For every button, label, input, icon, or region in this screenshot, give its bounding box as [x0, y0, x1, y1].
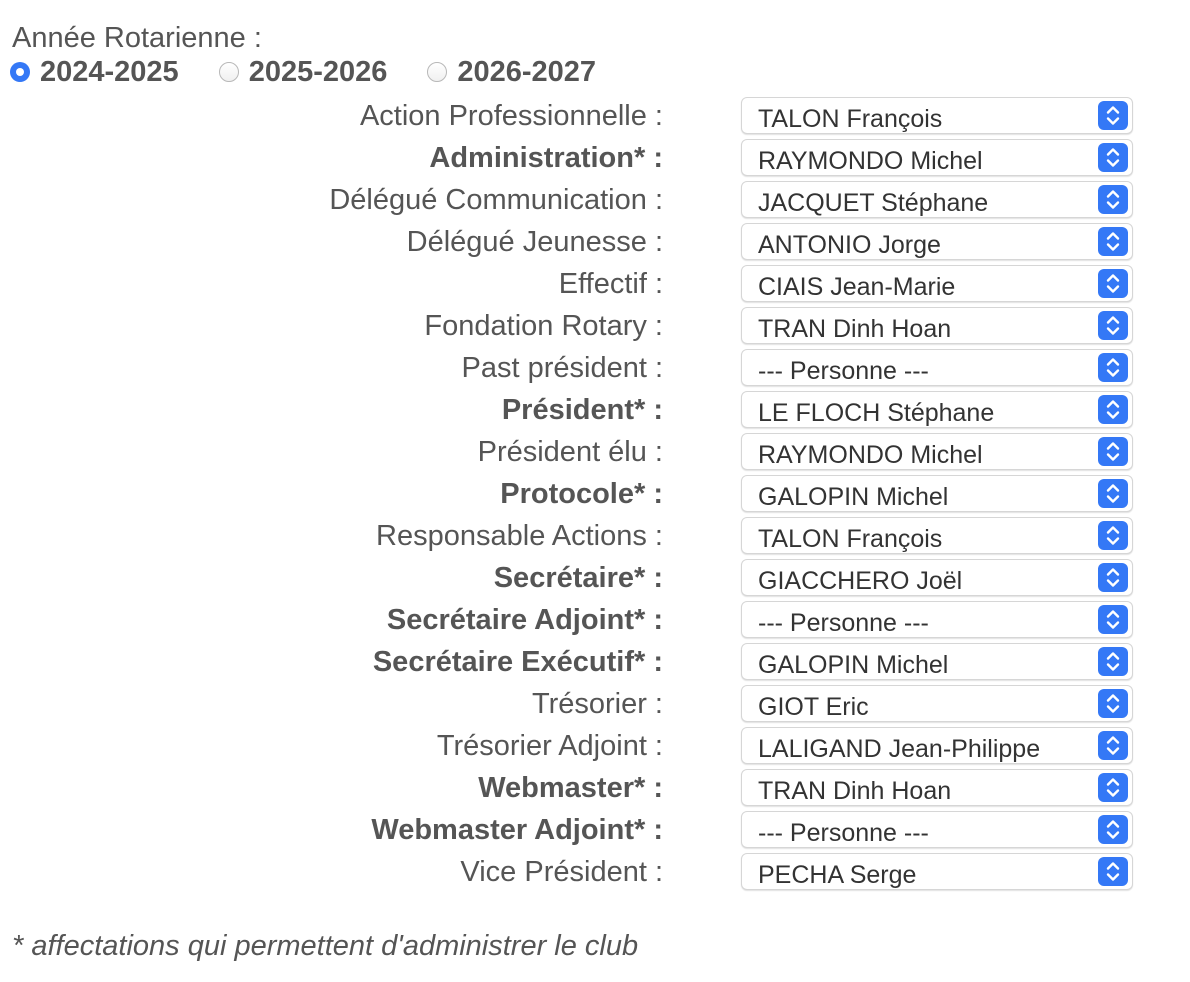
up-down-chevron-icon — [1098, 395, 1128, 424]
member-select-value: LE FLOCH Stéphane — [758, 399, 995, 427]
member-select[interactable] — [741, 97, 1133, 134]
member-select-value: TALON François — [758, 525, 943, 553]
assignment-row — [0, 810, 1190, 852]
up-down-chevron-icon — [1098, 101, 1128, 130]
member-select-value: GIOT Eric — [758, 693, 869, 721]
member-select[interactable] — [741, 811, 1133, 848]
assignment-row — [0, 432, 1190, 474]
member-select[interactable] — [741, 853, 1133, 890]
member-select[interactable] — [741, 475, 1133, 512]
member-select-value: TRAN Dinh Hoan — [758, 777, 952, 805]
assignment-row — [0, 222, 1190, 264]
assignment-row — [0, 474, 1190, 516]
up-down-chevron-icon — [1098, 689, 1128, 718]
role-label: Trésorier Adjoint : — [436, 730, 663, 762]
member-select-value: RAYMONDO Michel — [758, 441, 983, 469]
up-down-chevron-icon — [1098, 815, 1128, 844]
member-select[interactable] — [741, 139, 1133, 176]
role-label: Trésorier : — [531, 688, 663, 720]
up-down-chevron-icon — [1098, 647, 1128, 676]
role-label: Past président : — [461, 352, 663, 384]
assignment-row — [0, 768, 1190, 810]
assignment-row — [0, 390, 1190, 432]
member-select[interactable] — [741, 223, 1133, 260]
year-radio-2024-2025[interactable] — [10, 62, 30, 82]
assignment-row — [0, 600, 1190, 642]
member-select[interactable] — [741, 391, 1133, 428]
role-label: Webmaster* : — [478, 772, 663, 804]
assignment-row — [0, 306, 1190, 348]
up-down-chevron-icon — [1098, 437, 1128, 466]
role-label: Responsable Actions : — [376, 520, 663, 552]
year-option-2026-2027[interactable] — [427, 56, 596, 89]
role-label: Vice Président : — [460, 856, 663, 888]
role-label: Protocole* : — [500, 478, 663, 510]
member-select[interactable] — [741, 685, 1133, 722]
member-select-value: --- Personne --- — [758, 357, 929, 385]
member-select-value: --- Personne --- — [758, 609, 929, 637]
year-selector-title: Année Rotarienne : — [12, 22, 262, 54]
role-label: Secrétaire Exécutif* : — [372, 646, 663, 678]
assignment-row — [0, 642, 1190, 684]
up-down-chevron-icon — [1098, 773, 1128, 802]
year-option-label: 2024-2025 — [40, 55, 179, 88]
up-down-chevron-icon — [1098, 185, 1128, 214]
assignment-list — [0, 96, 1190, 894]
assignment-row — [0, 684, 1190, 726]
member-select-value: JACQUET Stéphane — [758, 189, 989, 217]
assignment-row — [0, 138, 1190, 180]
role-label: Secrétaire Adjoint* : — [386, 604, 663, 636]
assignment-row — [0, 96, 1190, 138]
assignment-row — [0, 726, 1190, 768]
member-select[interactable] — [741, 349, 1133, 386]
member-select-value: LALIGAND Jean-Philippe — [758, 735, 1041, 763]
assignment-row — [0, 180, 1190, 222]
member-select[interactable] — [741, 559, 1133, 596]
role-label: Président élu : — [477, 436, 663, 468]
footnote: * affectations qui permettent d'administrer le club — [12, 930, 639, 962]
member-select-value: TALON François — [758, 105, 943, 133]
member-select-value: CIAIS Jean-Marie — [758, 273, 956, 301]
up-down-chevron-icon — [1098, 605, 1128, 634]
up-down-chevron-icon — [1098, 857, 1128, 886]
assignment-row — [0, 264, 1190, 306]
role-label: Président* : — [501, 394, 663, 426]
up-down-chevron-icon — [1098, 521, 1128, 550]
member-select[interactable] — [741, 601, 1133, 638]
role-label: Administration* : — [429, 142, 663, 174]
up-down-chevron-icon — [1098, 353, 1128, 382]
up-down-chevron-icon — [1098, 479, 1128, 508]
role-label: Secrétaire* : — [493, 562, 663, 594]
year-radio-2025-2026[interactable] — [219, 62, 239, 82]
up-down-chevron-icon — [1098, 731, 1128, 760]
member-select[interactable] — [741, 727, 1133, 764]
up-down-chevron-icon — [1098, 563, 1128, 592]
year-option-2024-2025[interactable] — [10, 56, 179, 89]
member-select[interactable] — [741, 769, 1133, 806]
year-option-label: 2026-2027 — [457, 55, 597, 88]
up-down-chevron-icon — [1098, 311, 1128, 340]
member-select-value: GALOPIN Michel — [758, 483, 949, 511]
year-radio-group — [10, 54, 636, 90]
role-label: Effectif : — [558, 268, 663, 300]
member-select-value: GIACCHERO Joël — [758, 567, 963, 595]
role-label: Délégué Jeunesse : — [406, 226, 663, 258]
member-select[interactable] — [741, 643, 1133, 680]
member-select-value: PECHA Serge — [758, 861, 917, 889]
member-select-value: TRAN Dinh Hoan — [758, 315, 952, 343]
year-option-label: 2025-2026 — [248, 55, 388, 88]
up-down-chevron-icon — [1098, 227, 1128, 256]
assignment-row — [0, 558, 1190, 600]
member-select-value: ANTONIO Jorge — [758, 231, 941, 259]
member-select-value: --- Personne --- — [758, 819, 929, 847]
member-select-value: GALOPIN Michel — [758, 651, 949, 679]
year-radio-2026-2027[interactable] — [427, 62, 447, 82]
assignment-row — [0, 348, 1190, 390]
member-select[interactable] — [741, 517, 1133, 554]
member-select[interactable] — [741, 433, 1133, 470]
member-select-value: RAYMONDO Michel — [758, 147, 983, 175]
assignment-row — [0, 516, 1190, 558]
role-label: Action Professionnelle : — [359, 100, 663, 132]
role-label: Fondation Rotary : — [424, 310, 663, 342]
member-select[interactable] — [741, 265, 1133, 302]
up-down-chevron-icon — [1098, 143, 1128, 172]
up-down-chevron-icon — [1098, 269, 1128, 298]
member-select[interactable] — [741, 181, 1133, 218]
assignment-row — [0, 852, 1190, 894]
member-select[interactable] — [741, 307, 1133, 344]
role-label: Délégué Communication : — [329, 184, 663, 216]
role-label: Webmaster Adjoint* : — [371, 814, 663, 846]
year-option-2025-2026[interactable] — [219, 56, 388, 89]
